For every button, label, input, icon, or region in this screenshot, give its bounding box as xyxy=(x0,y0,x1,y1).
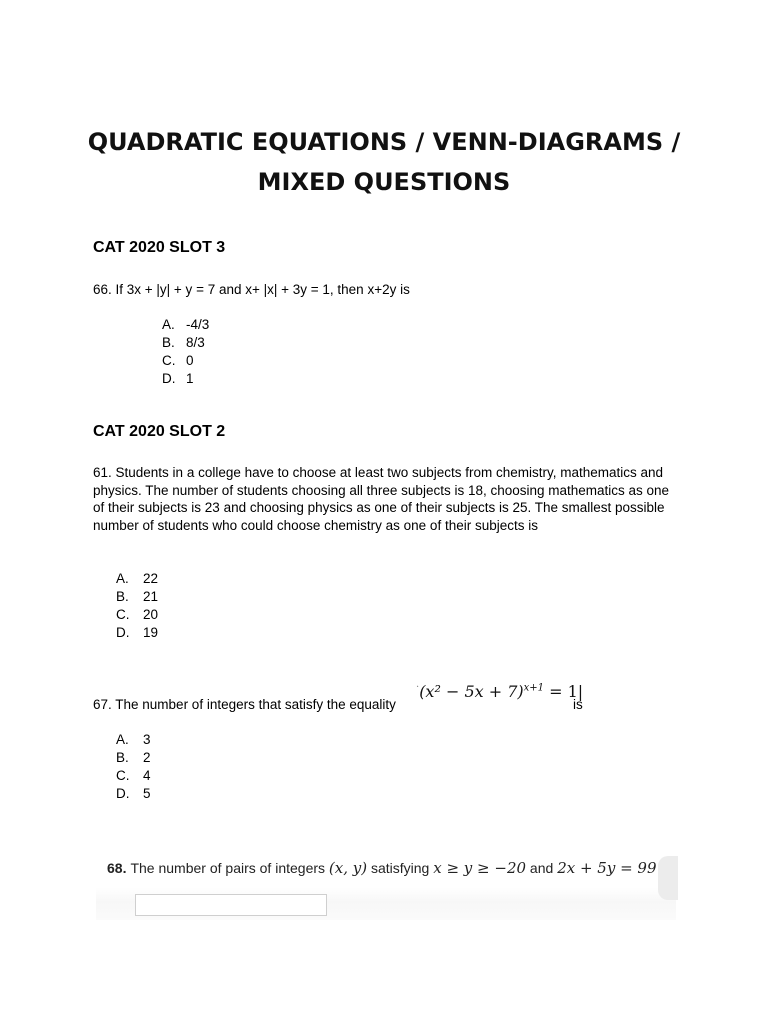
option-letter: B. xyxy=(116,588,129,604)
option-letter: A. xyxy=(116,571,129,586)
option-item xyxy=(162,370,209,388)
option-letter: D. xyxy=(162,370,176,386)
question-67: 67. The number of integers that satisfy the equality xyxy=(93,697,396,712)
option-item xyxy=(116,606,158,624)
question-68-math-a: (x, y) xyxy=(328,859,368,877)
equation-image: $^\cdot(x^2 - 5x + 7)^{x+1} = 1|$ xyxy=(416,682,584,701)
option-value: 1 xyxy=(186,370,194,386)
option-item xyxy=(116,749,151,767)
page-title xyxy=(60,122,708,202)
option-letter: B. xyxy=(116,749,129,765)
option-item xyxy=(116,731,151,749)
option-value: 8/3 xyxy=(186,334,205,350)
option-item xyxy=(116,624,158,642)
option-item xyxy=(116,767,151,785)
option-letter: C. xyxy=(116,767,130,783)
question-68-number: 68. xyxy=(107,860,127,876)
question-61-options xyxy=(116,570,158,642)
option-letter: C. xyxy=(162,352,176,368)
question-66-options xyxy=(162,316,209,388)
option-value: 2 xyxy=(143,749,151,765)
question-66: 66. If 3x + |y| + y = 7 and x+ |x| + 3y = 1, then x+2y is xyxy=(93,282,410,297)
question-68-text-a: The number of pairs of integers xyxy=(130,860,329,876)
question-68-math-c: 2x + 5y = 99 xyxy=(557,859,657,877)
answer-input[interactable] xyxy=(135,894,327,916)
equation-base: (x² − 5x + 7) xyxy=(419,682,524,701)
question-68 xyxy=(107,859,657,877)
option-value: -4/3 xyxy=(186,317,210,332)
option-value: 3 xyxy=(143,732,151,747)
option-letter: A. xyxy=(162,317,175,332)
option-item xyxy=(162,316,209,334)
option-value: 21 xyxy=(143,588,159,604)
option-letter: D. xyxy=(116,624,130,640)
question-68-math-b: x ≥ y ≥ −20 xyxy=(433,859,527,877)
question-68-text-c: and xyxy=(526,860,558,876)
option-value: 22 xyxy=(143,571,159,586)
option-letter: A. xyxy=(116,732,129,747)
question-68-screenshot xyxy=(96,848,676,920)
question-61: 61. Students in a college have to choose at least two subjects from chemistry, mathematics and physics. The number of students choosing all three subjects is 18, choosing mathematics as one of their subjects is 23 and choosing physics as one of their subjects is 25. The smallest possible number of students who could choose chemistry as one of their subjects is xyxy=(93,465,670,534)
section-heading-slot-2: CAT 2020 SLOT 2 xyxy=(93,423,226,440)
decorative-shape xyxy=(658,856,678,900)
option-item xyxy=(116,785,151,803)
page-title-line-1: QUADRATIC EQUATIONS / VENN-DIAGRAMS / xyxy=(87,128,681,156)
question-68-text-b: satisfying xyxy=(367,860,434,876)
question-67-suffix: is xyxy=(573,697,583,712)
option-letter: D. xyxy=(116,785,130,801)
page-title-line-2: MIXED QUESTIONS xyxy=(257,168,511,196)
option-item xyxy=(162,334,209,352)
option-item xyxy=(116,588,158,606)
option-value: 0 xyxy=(186,352,194,368)
question-67-options xyxy=(116,731,151,803)
option-letter: B. xyxy=(162,334,175,350)
option-value: 20 xyxy=(143,606,159,622)
option-letter: C. xyxy=(116,606,130,622)
equation-exponent: x+1 xyxy=(523,682,545,694)
option-value: 5 xyxy=(143,785,151,801)
option-value: 19 xyxy=(143,624,159,640)
section-heading-slot-3: CAT 2020 SLOT 3 xyxy=(93,239,226,256)
option-item xyxy=(162,352,209,370)
equation-rhs: = 1| xyxy=(544,682,584,701)
option-item xyxy=(116,570,158,588)
option-value: 4 xyxy=(143,767,151,783)
